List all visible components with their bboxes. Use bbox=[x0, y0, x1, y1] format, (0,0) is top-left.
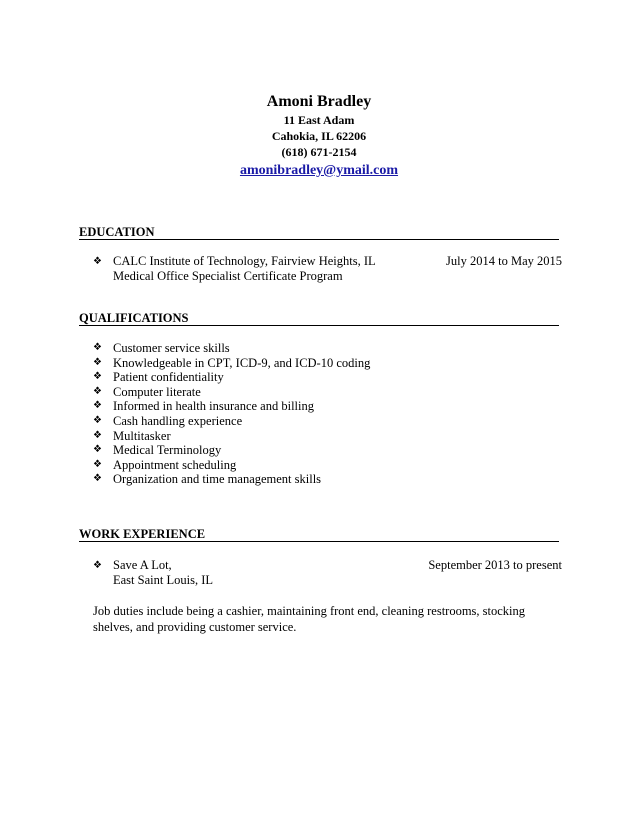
address-line-2: Cahokia, IL 62206 bbox=[271, 129, 367, 143]
diamond-bullet-icon: ❖ bbox=[93, 256, 102, 267]
diamond-bullet-icon: ❖ bbox=[93, 414, 102, 426]
diamond-bullet-icon: ❖ bbox=[93, 444, 102, 456]
work-employer: Save A Lot, bbox=[113, 558, 172, 572]
resume-header bbox=[0, 92, 638, 180]
diamond-bullet-icon: ❖ bbox=[93, 473, 102, 485]
work-duties: Job duties include being a cashier, maintaining front end, cleaning restrooms, stocking shelves, and providing customer service. bbox=[93, 604, 526, 634]
list-item: ❖ Customer service skills bbox=[93, 341, 230, 355]
work-dates: September 2013 to present bbox=[428, 558, 562, 572]
work-location: East Saint Louis, IL bbox=[113, 573, 213, 587]
list-item: ❖ Multitasker bbox=[93, 428, 171, 443]
qualifications-heading: QUALIFICATIONS bbox=[79, 311, 559, 326]
diamond-bullet-icon: ❖ bbox=[93, 385, 102, 397]
address-line-1: 11 East Adam bbox=[283, 113, 355, 127]
qualifications-list bbox=[93, 341, 370, 487]
list-item: ❖ Computer literate bbox=[93, 384, 201, 399]
education-dates: July 2014 to May 2015 bbox=[446, 254, 562, 268]
list-item: ❖ Medical Terminology bbox=[93, 443, 222, 458]
education-school: CALC Institute of Technology, Fairview Heights, IL bbox=[113, 254, 376, 268]
diamond-bullet-icon: ❖ bbox=[93, 371, 102, 383]
work-experience-heading: WORK EXPERIENCE bbox=[79, 527, 559, 542]
list-item: ❖ Patient confidentiality bbox=[93, 370, 224, 385]
list-item: ❖ Knowledgeable in CPT, ICD-9, and ICD-10 coding bbox=[93, 355, 371, 370]
applicant-name: Amoni Bradley bbox=[266, 93, 372, 110]
diamond-bullet-icon: ❖ bbox=[93, 458, 102, 470]
diamond-bullet-icon: ❖ bbox=[93, 400, 102, 412]
diamond-bullet-icon: ❖ bbox=[93, 356, 102, 368]
education-program: Medical Office Specialist Certificate Program bbox=[113, 269, 343, 283]
list-item: ❖ Organization and time management skills bbox=[93, 472, 322, 487]
diamond-bullet-icon: ❖ bbox=[93, 342, 102, 353]
diamond-bullet-icon: ❖ bbox=[93, 429, 102, 441]
list-item: ❖ Appointment scheduling bbox=[93, 457, 237, 472]
email-link[interactable]: amonibradley@ymail.com bbox=[239, 163, 399, 178]
diamond-bullet-icon: ❖ bbox=[93, 560, 102, 571]
list-item: ❖ Cash handling experience bbox=[93, 413, 243, 428]
list-item: ❖ Informed in health insurance and billing bbox=[93, 399, 314, 414]
education-heading: EDUCATION bbox=[79, 225, 559, 240]
phone-number: (618) 671-2154 bbox=[281, 145, 357, 159]
